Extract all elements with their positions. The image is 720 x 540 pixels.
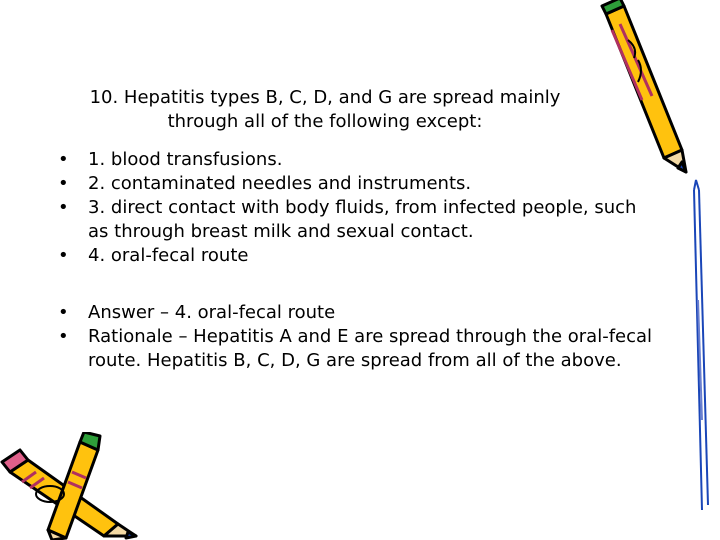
list-item: • 2. contaminated needles and instruments.	[58, 172, 658, 196]
list-item: • 4. oral-fecal route	[58, 244, 658, 268]
crossed-pencils-clipart-icon	[0, 432, 160, 540]
answer-item: • Answer – 4. oral-fecal route	[58, 301, 658, 325]
rationale-item: • Rationale – Hepatitis A and E are spread through the oral-fecal route. Hepatitis B, C, D, G are spread from all of the above.	[58, 325, 658, 373]
question-title: 10. Hepatitis types B, C, D, and G are spread mainly through all of the following except:	[89, 87, 561, 132]
bullet-list	[58, 148, 658, 373]
list-item: • 3. direct contact with body fluids, from infected people, such as through breast milk and sexual contact.	[58, 196, 658, 244]
list-item: • 1. blood transfusions.	[58, 148, 658, 172]
